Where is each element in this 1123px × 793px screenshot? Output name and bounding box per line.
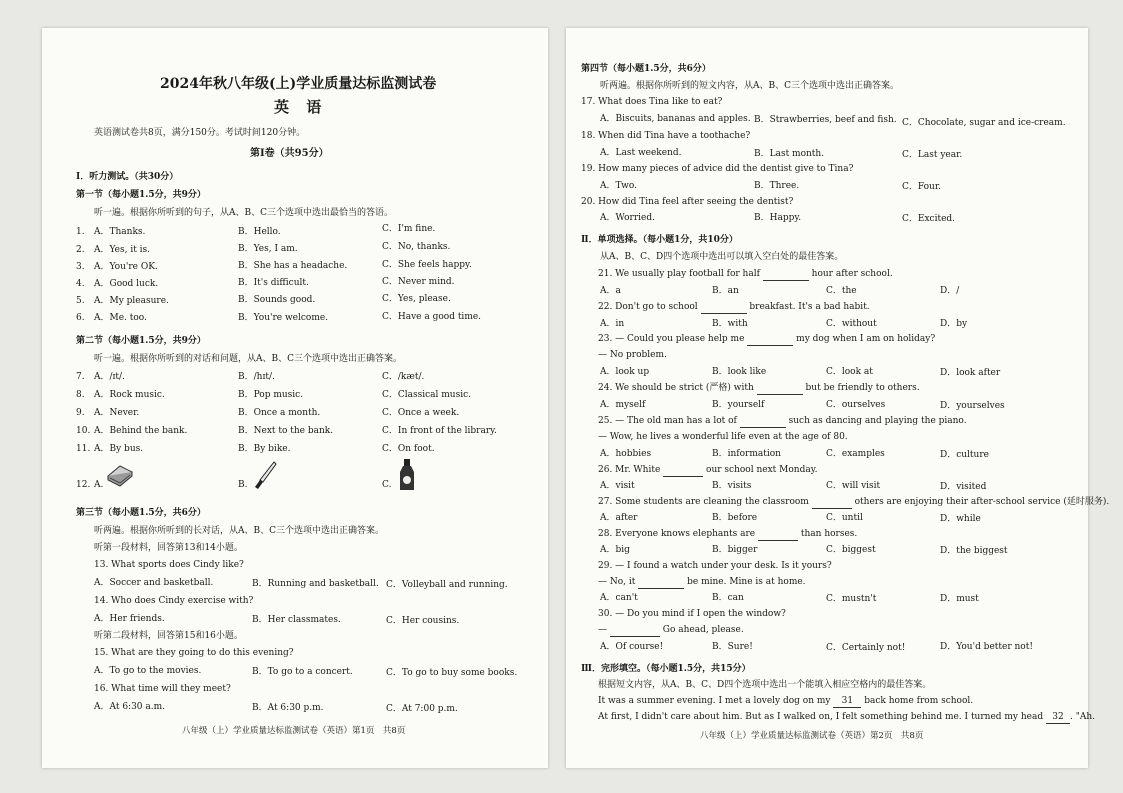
option-c: C．ourselves: [826, 400, 886, 410]
option-c: C．Certainly not!: [826, 643, 906, 653]
question-stem: 22. Don't go to school breakfast. It's a bad habit.: [598, 302, 870, 314]
option-a: A．You're OK.: [94, 262, 158, 272]
option-b: B．At 6:30 p.m.: [252, 703, 324, 713]
option-b: B．look like: [712, 367, 767, 377]
cloze-blank-32: 32: [1046, 712, 1070, 724]
question-number: 7.: [76, 372, 85, 382]
question-number: 9.: [76, 408, 85, 418]
question-stem: 14. Who does Cindy exercise with?: [94, 596, 254, 606]
question-stem: 21. We usually play football for half hour after school.: [598, 269, 893, 281]
option-b: B．Running and basketball.: [252, 579, 379, 589]
part3-heading: Ⅲ．完形填空。（每小题1.5分，共15分）: [581, 664, 751, 674]
option-a: A．in: [600, 319, 625, 329]
question-number: 1.: [76, 227, 85, 237]
knife-icon: [252, 460, 278, 490]
option-c: C．On foot.: [382, 444, 435, 454]
answer-blank: [763, 269, 809, 281]
option-b: B．/hɪt/.: [238, 372, 275, 382]
option-a: A．visit: [600, 481, 635, 491]
option-a: A．/ɪt/.: [94, 372, 125, 382]
option-a: A．hobbies: [600, 449, 652, 459]
option-d: D．culture: [940, 450, 989, 460]
section3-heading: 第三节（每小题1.5分，共6分）: [76, 508, 206, 518]
option-a: A．My pleasure.: [94, 296, 169, 306]
option-b: B．It's difficult.: [238, 278, 309, 288]
option-a: A．Last weekend.: [600, 148, 682, 158]
question-stem: 27. Some students are cleaning the classroom others are enjoying their after-school service (延时服务).: [598, 497, 1109, 509]
option-c: C．Her cousins.: [386, 616, 460, 626]
option-b: B．By bike.: [238, 444, 291, 454]
question-stem: 25. — The old man has a lot of such as dancing and playing the piano.: [598, 416, 967, 428]
option-b: B．visits: [712, 481, 752, 491]
option-a: A．after: [600, 513, 638, 523]
page-footer: 八年级（上）学业质量达标监测试卷（英语）第2页 共8页: [700, 731, 924, 741]
option-a: A．Worried.: [600, 213, 655, 223]
option-a: A．At 6:30 a.m.: [94, 702, 166, 712]
option-b: B．information: [712, 449, 781, 459]
question-stem: 26. Mr. White our school next Monday.: [598, 465, 817, 477]
answer-blank: [663, 465, 703, 477]
option-c: C．Have a good time.: [382, 312, 482, 322]
option-d: D．must: [940, 594, 979, 604]
option-a: A．look up: [600, 367, 650, 377]
option-c: C．examples: [826, 449, 885, 459]
section2-heading: 第二节（每小题1.5分，共9分）: [76, 336, 206, 346]
option-b: B．Happy.: [754, 213, 802, 223]
option-b: B．can: [712, 593, 744, 603]
option-c: C．Chocolate, sugar and ice-cream.: [902, 118, 1066, 128]
option-c: C．will visit: [826, 481, 881, 491]
option-b: B．Last month.: [754, 149, 825, 159]
option-a: A．Biscuits, bananas and apples.: [600, 114, 751, 124]
option-b: B．an: [712, 286, 739, 296]
answer-blank: [701, 302, 747, 314]
option-a: A．big: [600, 545, 630, 555]
option-c: C．biggest: [826, 545, 876, 555]
question-reply: — Go ahead, please.: [598, 625, 744, 637]
option-c: C．Classical music.: [382, 390, 472, 400]
question-stem: 29. — I found a watch under your desk. Is it yours?: [598, 561, 832, 571]
cloze-blank-31: 31: [833, 696, 861, 708]
question-number: 8.: [76, 390, 85, 400]
question-stem: 18. When did Tina have a toothache?: [581, 131, 751, 141]
section3-part1-note: 听第一段材料，回答第13和14小题。: [94, 543, 243, 553]
answer-blank: [638, 577, 684, 589]
option-b: B．Yes, I am.: [238, 244, 298, 254]
question-number: 12.: [76, 480, 91, 490]
option-a: A．By bus.: [94, 444, 144, 454]
option-a: A．Yes, it is.: [94, 245, 151, 255]
option-a: A．can't: [600, 593, 638, 603]
sandwich-icon: [106, 462, 134, 488]
question-stem: 23. — Could you please help me my dog when I am on holiday?: [598, 334, 935, 346]
option-a: A．Good luck.: [94, 279, 159, 289]
option-d: D．the biggest: [940, 546, 1008, 556]
subject-title: 英 语: [274, 98, 328, 116]
answer-blank: [757, 383, 803, 395]
question-stem: 24. We should be strict (严格) with but be friendly to others.: [598, 383, 920, 395]
section2-instruction: 听一遍。根据你所听到的对话和问题，从A、B、C三个选项中选出正确答案。: [94, 354, 403, 364]
exam-page-1: [42, 28, 548, 768]
option-c: C．Yes, please.: [382, 294, 451, 304]
volume-heading: 第Ⅰ卷（共95分）: [250, 148, 329, 159]
answer-blank: [740, 416, 786, 428]
section1-instruction: 听一遍。根据你所听到的句子，从A、B、C三个选项中选出最恰当的答语。: [94, 208, 394, 218]
section1-heading: 第一节（每小题1.5分，共9分）: [76, 190, 206, 200]
section4-heading: 第四节（每小题1.5分，共6分）: [581, 64, 711, 74]
option-c: C．Once a week.: [382, 408, 460, 418]
option-c: C．without: [826, 319, 877, 329]
option-b: B．with: [712, 319, 748, 329]
option-b: B．before: [712, 513, 758, 523]
question-stem: 16. What time will they meet?: [94, 684, 231, 694]
answer-blank: [758, 529, 798, 541]
answer-blank: [812, 497, 852, 509]
sauce-bottle-icon: [398, 458, 416, 492]
question-stem: 28. Everyone knows elephants are than horses.: [598, 529, 857, 541]
option-b: B．Pop music.: [238, 390, 304, 400]
option-c: C．In front of the library.: [382, 426, 497, 436]
option-c: C．Volleyball and running.: [386, 580, 508, 590]
option-d: D．while: [940, 514, 981, 524]
question-reply: — No, it be mine. Mine is at home.: [598, 577, 806, 589]
answer-blank: [747, 334, 793, 346]
question-stem: 30. — Do you mind if I open the window?: [598, 609, 786, 619]
cloze-line-1: It was a summer evening. I met a lovely dog on my 31 back home from school.: [598, 696, 973, 708]
option-c: C．Last year.: [902, 150, 963, 160]
option-a: A．Behind the bank.: [94, 426, 188, 436]
question-number: 2.: [76, 245, 85, 255]
option-a: A．Of course!: [600, 642, 664, 652]
option-a: A.: [94, 480, 104, 490]
question-stem: 17. What does Tina like to eat?: [581, 97, 723, 107]
question-number: 4.: [76, 279, 85, 289]
option-a: A．myself: [600, 400, 646, 410]
question-number: 5.: [76, 296, 85, 306]
question-stem: 13. What sports does Cindy like?: [94, 560, 244, 570]
option-b: B．Hello.: [238, 227, 281, 237]
option-d: D．/: [940, 286, 960, 296]
option-a: A．Soccer and basketball.: [94, 578, 214, 588]
option-a: A．Two.: [600, 181, 638, 191]
option-d: D．yourselves: [940, 401, 1005, 411]
option-b: B．yourself: [712, 400, 765, 410]
question-reply: — Wow, he lives a wonderful life even at the age of 80.: [598, 432, 848, 442]
option-a: A．Never.: [94, 408, 140, 418]
option-d: D．by: [940, 319, 968, 329]
question-reply: — No problem.: [598, 350, 667, 360]
exam-title: 2024年秋八年级(上)学业质量达标监测试卷: [160, 76, 437, 92]
section3-instruction: 听两遍。根据你所听到的长对话，从A、B、C三个选项中选出正确答案。: [94, 526, 385, 536]
option-b: B．Her classmates.: [252, 615, 341, 625]
page-footer: 八年级（上）学业质量达标监测试卷（英语）第1页 共8页: [182, 726, 406, 736]
option-b: B．Once a month.: [238, 408, 321, 418]
section3-part2-note: 听第二段材料，回答第15和16小题。: [94, 631, 243, 641]
option-a: A．Thanks.: [94, 227, 146, 237]
option-b: B．Next to the bank.: [238, 426, 334, 436]
option-c: C．Four.: [902, 182, 942, 192]
answer-blank: [610, 625, 660, 637]
option-c: C．I'm fine.: [382, 224, 436, 234]
option-b: B．Three.: [754, 181, 800, 191]
exam-intro: 英语测试卷共8页，满分150分。考试时间120分钟。: [94, 128, 306, 138]
option-c: C．mustn't: [826, 594, 877, 604]
option-d: D．visited: [940, 482, 987, 492]
option-c: C．until: [826, 513, 863, 523]
option-b: B．Sure!: [712, 642, 753, 652]
option-c: C．the: [826, 286, 857, 296]
question-number: 6.: [76, 313, 85, 323]
option-c: C．At 7:00 p.m.: [386, 704, 458, 714]
option-b: B．You're welcome.: [238, 313, 329, 323]
question-number: 3.: [76, 262, 85, 272]
option-c: C．She feels happy.: [382, 260, 472, 270]
option-a: A．To go to the movies.: [94, 666, 202, 676]
part2-instruction: 从A、B、C、D四个选项中选出可以填入空白处的最佳答案。: [600, 252, 844, 262]
exam-page-2: [566, 28, 1110, 768]
option-c: C．Never mind.: [382, 277, 455, 287]
option-b: B．bigger: [712, 545, 758, 555]
option-b: B.: [238, 480, 248, 490]
option-a: A．Me. too.: [94, 313, 147, 323]
question-stem: 19. How many pieces of advice did the dentist give to Tina?: [581, 164, 854, 174]
part2-heading: Ⅱ．单项选择。（每小题1分，共10分）: [581, 235, 738, 245]
option-b: B．Strawberries, beef and fish.: [754, 115, 897, 125]
question-number: 10.: [76, 426, 91, 436]
option-a: A．Rock music.: [94, 390, 165, 400]
option-c: C．look at: [826, 367, 873, 377]
cloze-line-2: At first, I didn't care about him. But as I walked on, I felt something behind me. I turned my head 32 . "Ah.: [598, 712, 1095, 724]
option-a: A．a: [600, 286, 621, 296]
option-c: C．/kæt/.: [382, 372, 425, 382]
section4-instruction: 听两遍。根据你所听到的短文内容，从A、B、C三个选项中选出正确答案。: [600, 81, 900, 91]
option-d: D．look after: [940, 368, 1001, 378]
option-b: B．Sounds good.: [238, 295, 316, 305]
option-b: B．To go to a concert.: [252, 667, 353, 677]
option-c: C.: [382, 480, 392, 490]
option-c: C．No, thanks.: [382, 242, 451, 252]
option-c: C．To go to buy some books.: [386, 668, 518, 678]
option-c: C．Excited.: [902, 214, 956, 224]
option-b: B．She has a headache.: [238, 261, 348, 271]
question-stem: 20. How did Tina feel after seeing the dentist?: [581, 197, 794, 207]
part3-instruction: 根据短文内容，从A、B、C、D四个选项中选出一个能填入相应空格内的最佳答案。: [598, 680, 932, 690]
part1-heading: Ⅰ．听力测试。（共30分）: [76, 172, 179, 182]
option-d: D．You'd better not!: [940, 642, 1033, 652]
question-stem: 15. What are they going to do this evening?: [94, 648, 294, 658]
question-number: 11.: [76, 444, 91, 454]
option-a: A．Her friends.: [94, 614, 165, 624]
